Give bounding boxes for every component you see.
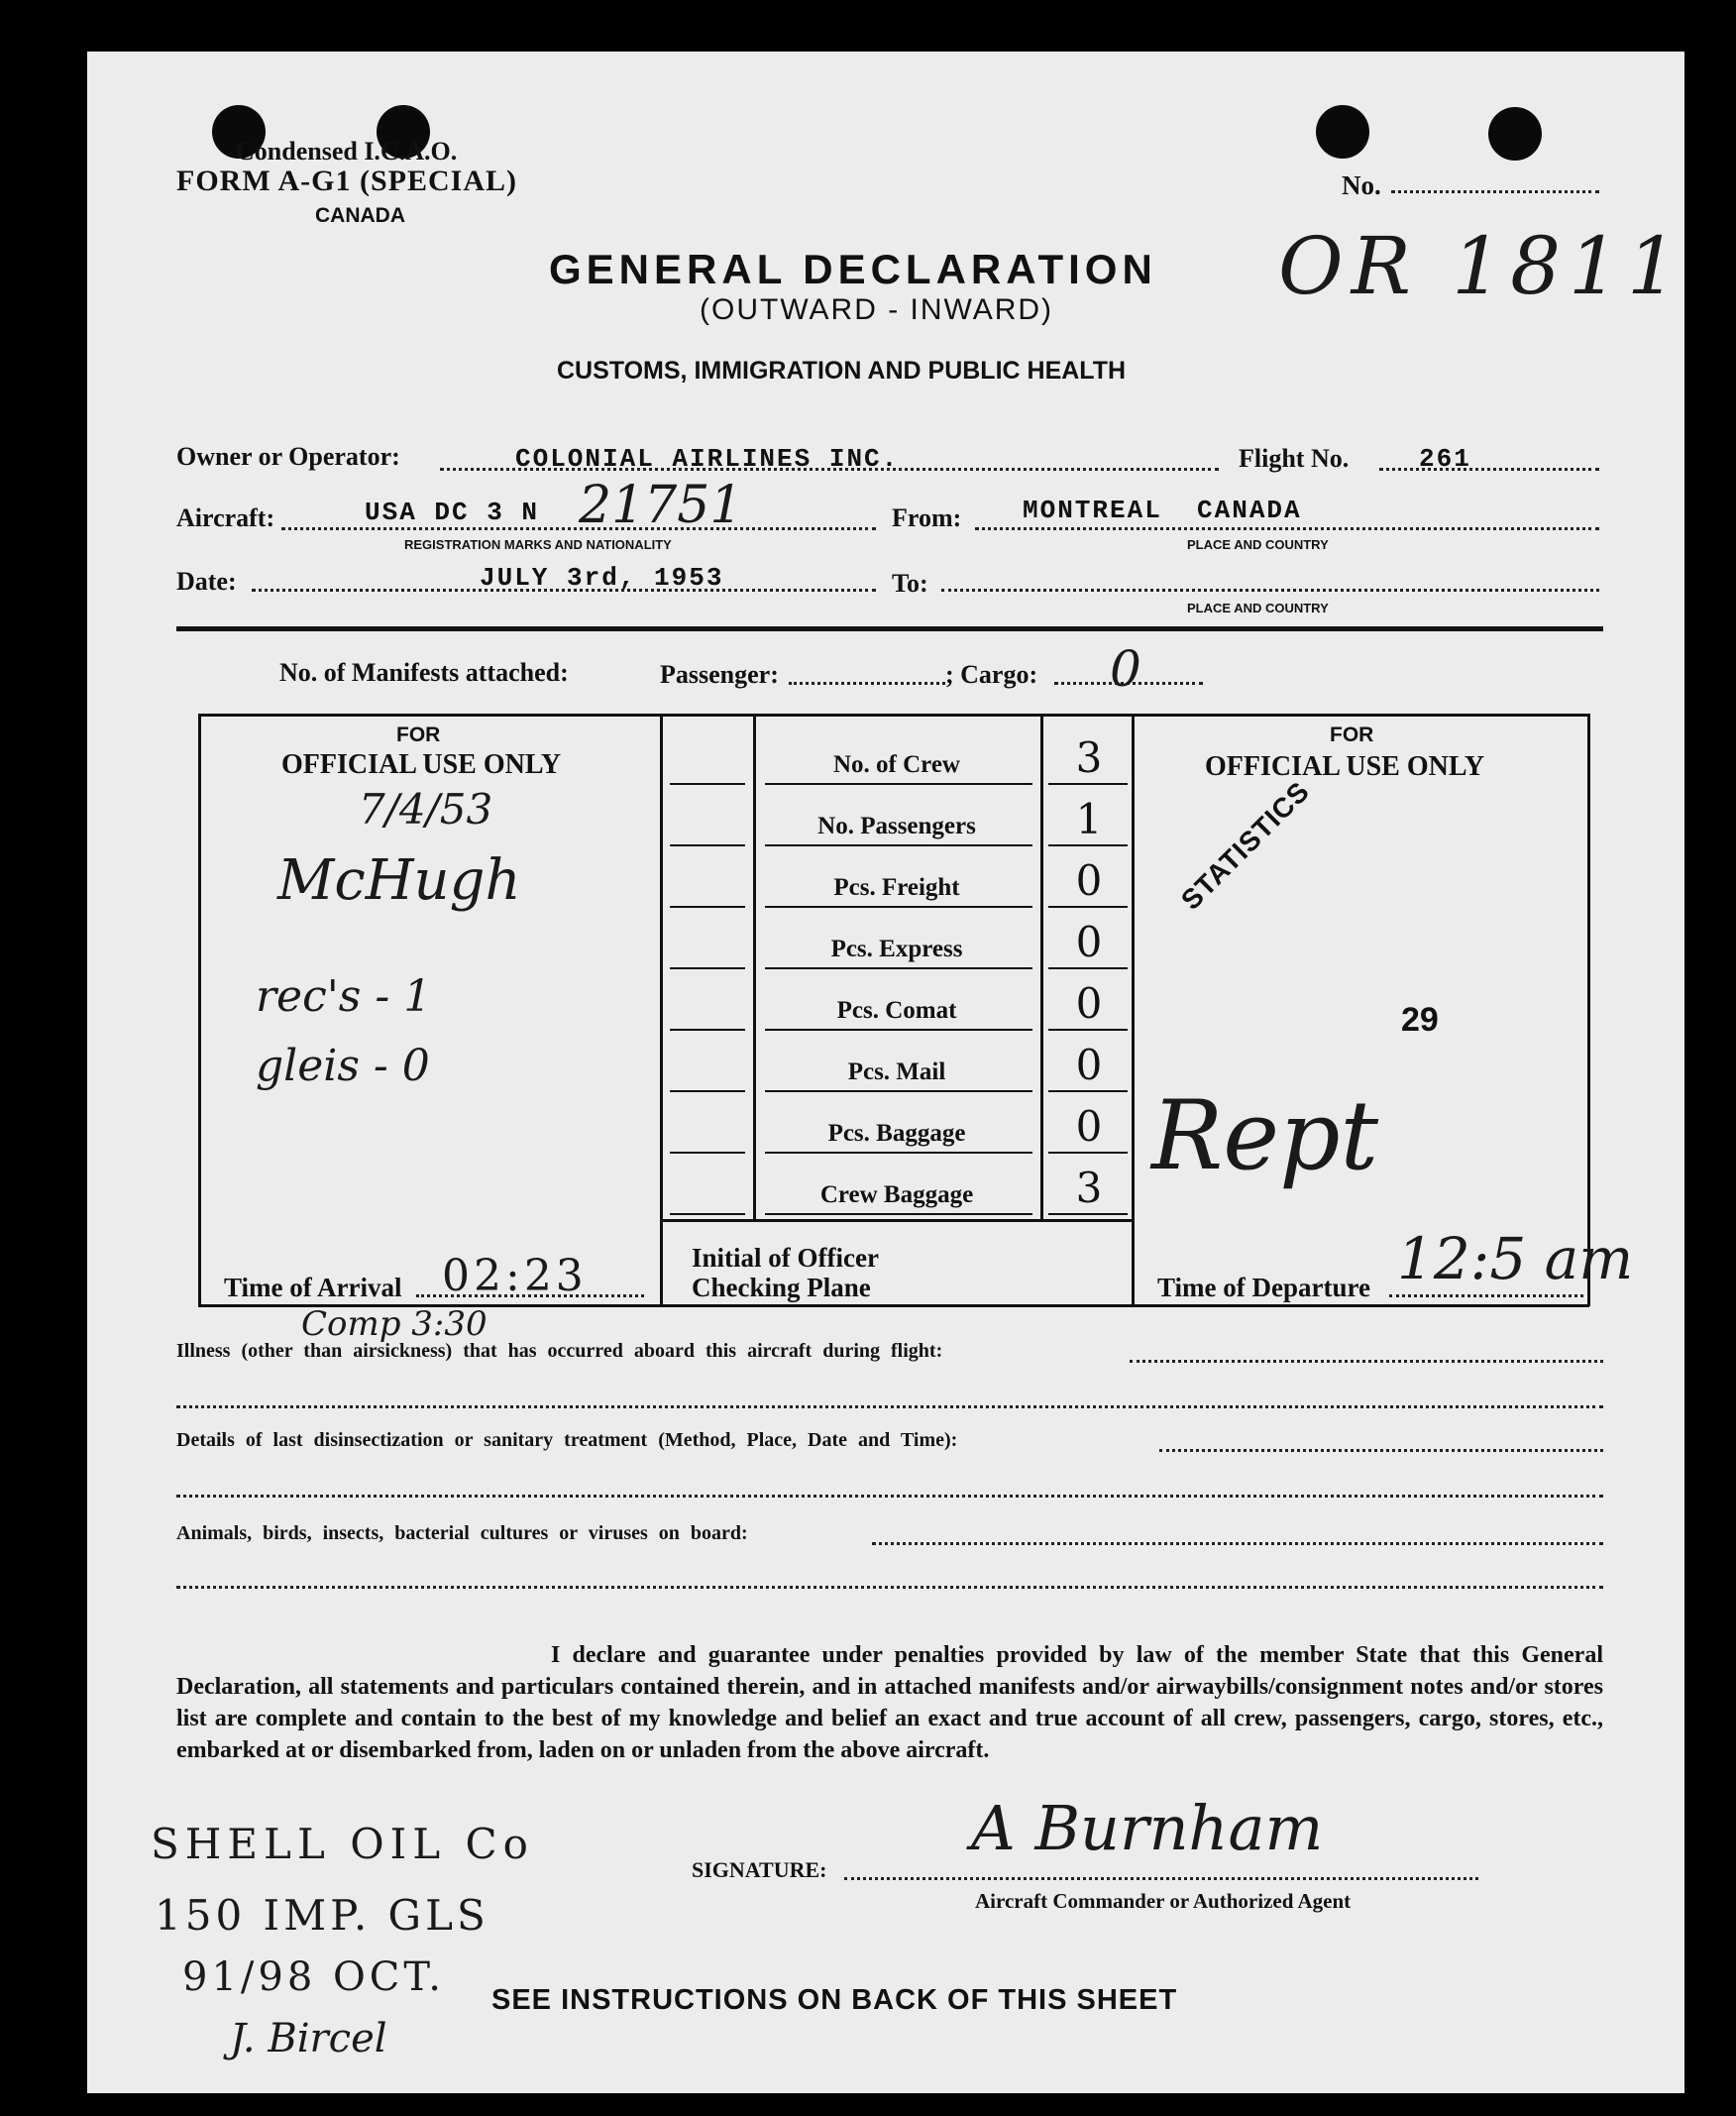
left-note-officer: McHugh bbox=[277, 848, 521, 913]
row-label: Pcs. Freight bbox=[833, 874, 960, 901]
owner-value: COLONIAL AIRLINES INC. bbox=[515, 444, 900, 474]
arrival-label: Time of Arrival bbox=[224, 1273, 402, 1302]
form-id-line1: Condensed I.C.A.O. bbox=[236, 137, 458, 166]
illness-line-2 bbox=[176, 1405, 1603, 1408]
animals-line-2 bbox=[176, 1586, 1603, 1589]
from-label: From: bbox=[892, 503, 962, 532]
row-value-underline bbox=[1048, 1152, 1128, 1154]
table-left bbox=[198, 714, 201, 1306]
row-value: 0 bbox=[1075, 1041, 1103, 1089]
fuel-note-line3: 91/98 OCT. bbox=[182, 1954, 445, 2000]
row-tick-line bbox=[670, 1090, 745, 1092]
aircraft-caption: REGISTRATION MARKS AND NATIONALITY bbox=[404, 537, 672, 552]
form-id-line2: FORM A-G1 (SPECIAL) bbox=[176, 165, 517, 197]
table-divider-4 bbox=[1132, 714, 1135, 1306]
footer-instructions: SEE INSTRUCTIONS ON BACK OF THIS SHEET bbox=[491, 1984, 1178, 2016]
manifests-cargo-value: 0 bbox=[1110, 640, 1141, 698]
fuel-note-line2: 150 IMP. GLS bbox=[155, 1891, 489, 1940]
form-no-line bbox=[1391, 190, 1599, 193]
page-subhead: CUSTOMS, IMMIGRATION AND PUBLIC HEALTH bbox=[557, 357, 1127, 385]
row-underline bbox=[765, 783, 1032, 785]
row-tick-line bbox=[670, 1152, 745, 1154]
page-title: GENERAL DECLARATION bbox=[549, 246, 1157, 292]
row-underline bbox=[765, 967, 1032, 969]
manifests-label: No. of Manifests attached: bbox=[279, 658, 569, 687]
departure-value: 12:5 am bbox=[1397, 1225, 1634, 1292]
row-value: 1 bbox=[1075, 795, 1103, 843]
left-note-recs: rec's - 1 bbox=[256, 971, 432, 1022]
row-label: No. of Crew bbox=[833, 751, 960, 778]
date-value: JULY 3rd, 1953 bbox=[480, 563, 724, 593]
flight-value: 261 bbox=[1419, 444, 1471, 474]
aircraft-label: Aircraft: bbox=[176, 503, 275, 532]
fuel-note-line1: SHELL OIL Co bbox=[151, 1820, 534, 1868]
page-subtitle: (OUTWARD - INWARD) bbox=[700, 293, 1054, 326]
disinsect-line-1 bbox=[1159, 1449, 1603, 1452]
table-middle-bottom bbox=[660, 1219, 1134, 1222]
fuel-note-line4: J. Bircel bbox=[230, 2016, 387, 2061]
row-tick-line bbox=[670, 783, 745, 785]
punch-hole-icon bbox=[1316, 105, 1369, 159]
from-caption: PLACE AND COUNTRY bbox=[1187, 537, 1329, 552]
row-value-underline bbox=[1048, 1090, 1128, 1092]
row-value-underline bbox=[1048, 783, 1128, 785]
row-label: Crew Baggage bbox=[819, 1181, 974, 1208]
handwritten-form-number: OR 1811 bbox=[1278, 220, 1685, 312]
signature-caption: Aircraft Commander or Authorized Agent bbox=[975, 1889, 1352, 1913]
row-value-underline bbox=[1048, 1213, 1128, 1215]
declaration-text: I declare and guarantee under penalties provided by law of the member State that this General Declaration, all statements and particulars contained therein, and in attached manifests and/or airwaybills/consignment notes and/or stores list are complete and contain to the best of my knowledge and belief an exact and true account of all crew, passengers, cargo, stores, etc., embarked at or disembarked from, laden on or unladen from the above aircraft. bbox=[176, 1642, 1603, 1763]
table-divider-1 bbox=[660, 714, 663, 1306]
row-value: 0 bbox=[1075, 856, 1103, 905]
row-underline bbox=[765, 1213, 1032, 1215]
manifests-passenger-line bbox=[789, 682, 945, 685]
officer-label-1: Initial of Officer bbox=[692, 1243, 879, 1273]
row-value: 3 bbox=[1075, 1164, 1103, 1212]
row-label: Pcs. Mail bbox=[847, 1058, 946, 1085]
illness-line-1 bbox=[1130, 1360, 1603, 1363]
animals-label: Animals, birds, insects, bacterial cultures or viruses on board: bbox=[176, 1522, 748, 1544]
departure-label: Time of Departure bbox=[1157, 1273, 1370, 1302]
aircraft-handwritten: 21751 bbox=[579, 476, 743, 535]
signature-name: A Burnham bbox=[971, 1792, 1324, 1864]
row-underline bbox=[765, 1152, 1032, 1154]
flight-label: Flight No. bbox=[1239, 444, 1350, 473]
animals-line-1 bbox=[872, 1542, 1603, 1545]
row-label: Pcs. Express bbox=[830, 936, 963, 962]
signature-label: SIGNATURE: bbox=[692, 1857, 827, 1882]
flight-line bbox=[1379, 468, 1599, 471]
row-label: Pcs. Comat bbox=[836, 997, 957, 1024]
row-value-underline bbox=[1048, 906, 1128, 908]
owner-label: Owner or Operator: bbox=[176, 442, 400, 471]
row-label: No. Passengers bbox=[817, 813, 976, 839]
form-id-line3: CANADA bbox=[315, 204, 405, 227]
row-tick-line bbox=[670, 906, 745, 908]
manifests-cargo-label: ; Cargo: bbox=[945, 660, 1038, 689]
to-label: To: bbox=[892, 569, 928, 598]
right-for-label: FOR bbox=[1330, 724, 1374, 746]
form-no-label: No. bbox=[1342, 170, 1381, 200]
table-right bbox=[1587, 714, 1590, 1306]
aircraft-value: USA DC 3 N bbox=[365, 498, 540, 527]
illness-label: Illness (other than airsickness) that has occurred aboard this aircraft during flight: bbox=[176, 1340, 943, 1362]
signature-line bbox=[844, 1877, 1478, 1880]
manifests-passenger-label: Passenger: bbox=[660, 660, 779, 689]
date-label: Date: bbox=[176, 567, 237, 596]
left-note-gleis: gleis - 0 bbox=[256, 1041, 430, 1091]
row-value: 0 bbox=[1075, 1102, 1103, 1151]
from-value: MONTREAL CANADA bbox=[1023, 496, 1302, 525]
arrival-note: Comp 3:30 bbox=[301, 1304, 488, 1344]
row-value-underline bbox=[1048, 967, 1128, 969]
row-tick-line bbox=[670, 844, 745, 846]
officer-label-2: Checking Plane bbox=[692, 1273, 871, 1302]
row-tick-line bbox=[670, 967, 745, 969]
row-value: 0 bbox=[1075, 918, 1103, 966]
punch-hole-icon bbox=[1488, 107, 1542, 161]
row-tick-line bbox=[670, 1213, 745, 1215]
left-official-label: OFFICIAL USE ONLY bbox=[281, 749, 562, 780]
from-line bbox=[975, 527, 1599, 530]
row-underline bbox=[765, 906, 1032, 908]
header-divider bbox=[176, 626, 1603, 631]
row-tick-line bbox=[670, 1029, 745, 1031]
row-value-underline bbox=[1048, 844, 1128, 846]
row-value-underline bbox=[1048, 1029, 1128, 1031]
departure-line bbox=[1389, 1294, 1583, 1297]
disinsect-line-2 bbox=[176, 1495, 1603, 1498]
right-official-label: OFFICIAL USE ONLY bbox=[1205, 751, 1485, 782]
row-underline bbox=[765, 1029, 1032, 1031]
row-underline bbox=[765, 844, 1032, 846]
row-label: Pcs. Baggage bbox=[827, 1120, 966, 1147]
row-value: 0 bbox=[1075, 979, 1103, 1028]
stamp-number: 29 bbox=[1401, 1001, 1439, 1039]
row-value: 3 bbox=[1075, 733, 1103, 782]
statistics-stamp: STATISTICS bbox=[1175, 775, 1316, 916]
disinsect-label: Details of last disinsectization or sanitary treatment (Method, Place, Date and Time): bbox=[176, 1429, 958, 1451]
row-underline bbox=[765, 1090, 1032, 1092]
table-top bbox=[198, 714, 1589, 717]
arrival-value: 02:23 bbox=[442, 1251, 588, 1301]
to-caption: PLACE AND COUNTRY bbox=[1187, 601, 1329, 615]
right-note-rept: Rept bbox=[1151, 1080, 1379, 1191]
left-note-date: 7/4/53 bbox=[359, 785, 493, 834]
left-for-label: FOR bbox=[396, 724, 441, 746]
table-divider-3 bbox=[1040, 714, 1043, 1221]
table-divider-2 bbox=[753, 714, 756, 1221]
to-line bbox=[941, 589, 1599, 592]
